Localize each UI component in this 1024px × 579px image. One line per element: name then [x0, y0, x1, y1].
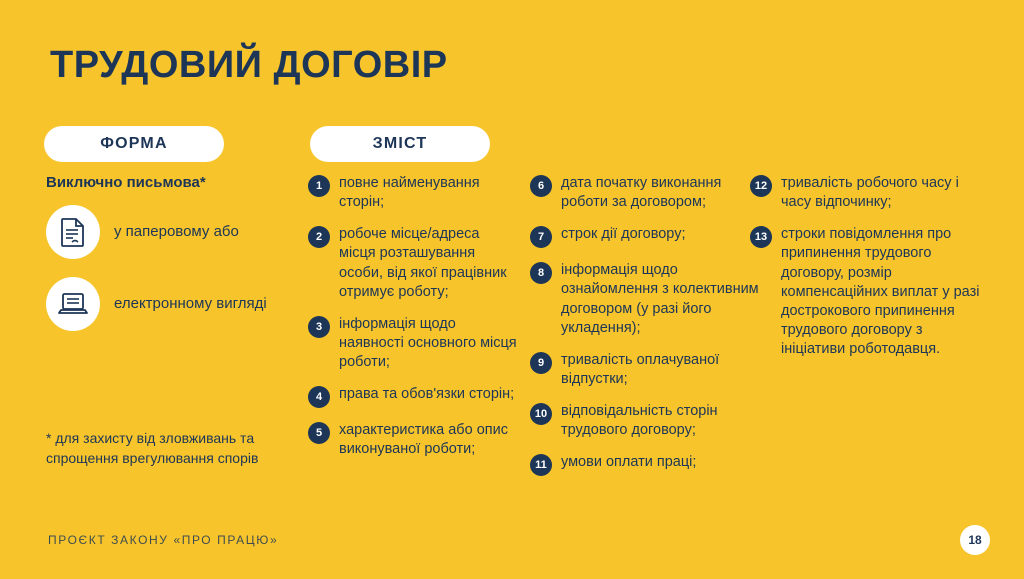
- list-item-number: 8: [530, 262, 552, 284]
- list-item-text: умови оплати праці;: [561, 454, 697, 471]
- list-item-text: права та обов'язки сторін;: [339, 386, 515, 403]
- list-item-number: 10: [530, 403, 552, 425]
- list-item: [530, 174, 762, 212]
- list-item-number: 7: [530, 226, 552, 248]
- list-item-text: тривалість робочого часу і часу відпочинку;: [781, 175, 959, 211]
- form-option-paper-label: у паперовому або: [114, 223, 239, 241]
- list-item-text: інформація щодо ознайомлення з колективним договором (у разі його укладення);: [561, 262, 759, 336]
- page-number-badge: 18: [960, 525, 990, 555]
- list-item-text: строки повідомлення про припинення трудового договору, розмір компенсаційних виплат у разі дострокового припинення трудового договору з ініціативи роботодавця.: [781, 226, 980, 357]
- list-item: [308, 315, 518, 372]
- list-item-text: характеристика або опис виконуваної роботи;: [339, 422, 508, 458]
- list-item-text: дата початку виконання роботи за договором;: [561, 175, 722, 211]
- list-item-text: робоче місце/адреса місця розташування особи, від якої працівник отримує роботу;: [339, 226, 507, 300]
- list-item-number: 9: [530, 352, 552, 374]
- list-item-number: 12: [750, 175, 772, 197]
- list-item: [530, 225, 762, 248]
- list-item: [308, 225, 518, 302]
- list-item-text: інформація щодо наявності основного місця роботи;: [339, 315, 517, 370]
- content-column-1: [308, 174, 518, 472]
- list-item: [530, 351, 762, 389]
- list-item: [530, 402, 762, 440]
- form-subhead: Виключно письмова*: [46, 174, 206, 191]
- list-item-number: 13: [750, 226, 772, 248]
- list-item-text: повне найменування сторін;: [339, 175, 480, 211]
- list-item-number: 5: [308, 422, 330, 444]
- list-item: [750, 225, 980, 359]
- list-item: [308, 385, 518, 408]
- section-pill-forma-label: ФОРМА: [100, 135, 168, 152]
- form-footnote: * для захисту від зловживань та спрощення врегулювання спорів: [46, 430, 259, 467]
- list-item: [750, 174, 980, 212]
- form-option-paper: [46, 205, 286, 259]
- laptop-icon: [46, 277, 100, 331]
- list-item-number: 11: [530, 454, 552, 476]
- list-item: [530, 453, 762, 476]
- page-title: ТРУДОВИЙ ДОГОВІР: [50, 44, 448, 86]
- document-icon: [46, 205, 100, 259]
- list-item-number: 3: [308, 316, 330, 338]
- content-column-3: [750, 174, 980, 372]
- section-pill-zmist-label: ЗМІСТ: [372, 135, 428, 152]
- list-item-text: строк дії договору;: [561, 226, 686, 243]
- list-item: [530, 261, 762, 338]
- section-pill-forma: [44, 126, 224, 162]
- section-pill-zmist: [310, 126, 490, 162]
- list-item: [308, 174, 518, 212]
- list-item-text: відповідальність сторін трудового договору;: [561, 403, 718, 439]
- form-option-electronic: [46, 277, 286, 331]
- list-item-number: 4: [308, 386, 330, 408]
- list-item-text: тривалість оплачуваної відпустки;: [561, 351, 720, 387]
- list-item: [308, 421, 518, 459]
- list-item-number: 1: [308, 175, 330, 197]
- list-item-number: 2: [308, 226, 330, 248]
- content-column-2: [530, 174, 762, 489]
- list-item-number: 6: [530, 175, 552, 197]
- form-section: [46, 174, 286, 349]
- form-option-electronic-label: електронному вигляді: [114, 295, 267, 313]
- footer-label: ПРОЄКТ ЗАКОНУ «ПРО ПРАЦЮ»: [48, 533, 279, 547]
